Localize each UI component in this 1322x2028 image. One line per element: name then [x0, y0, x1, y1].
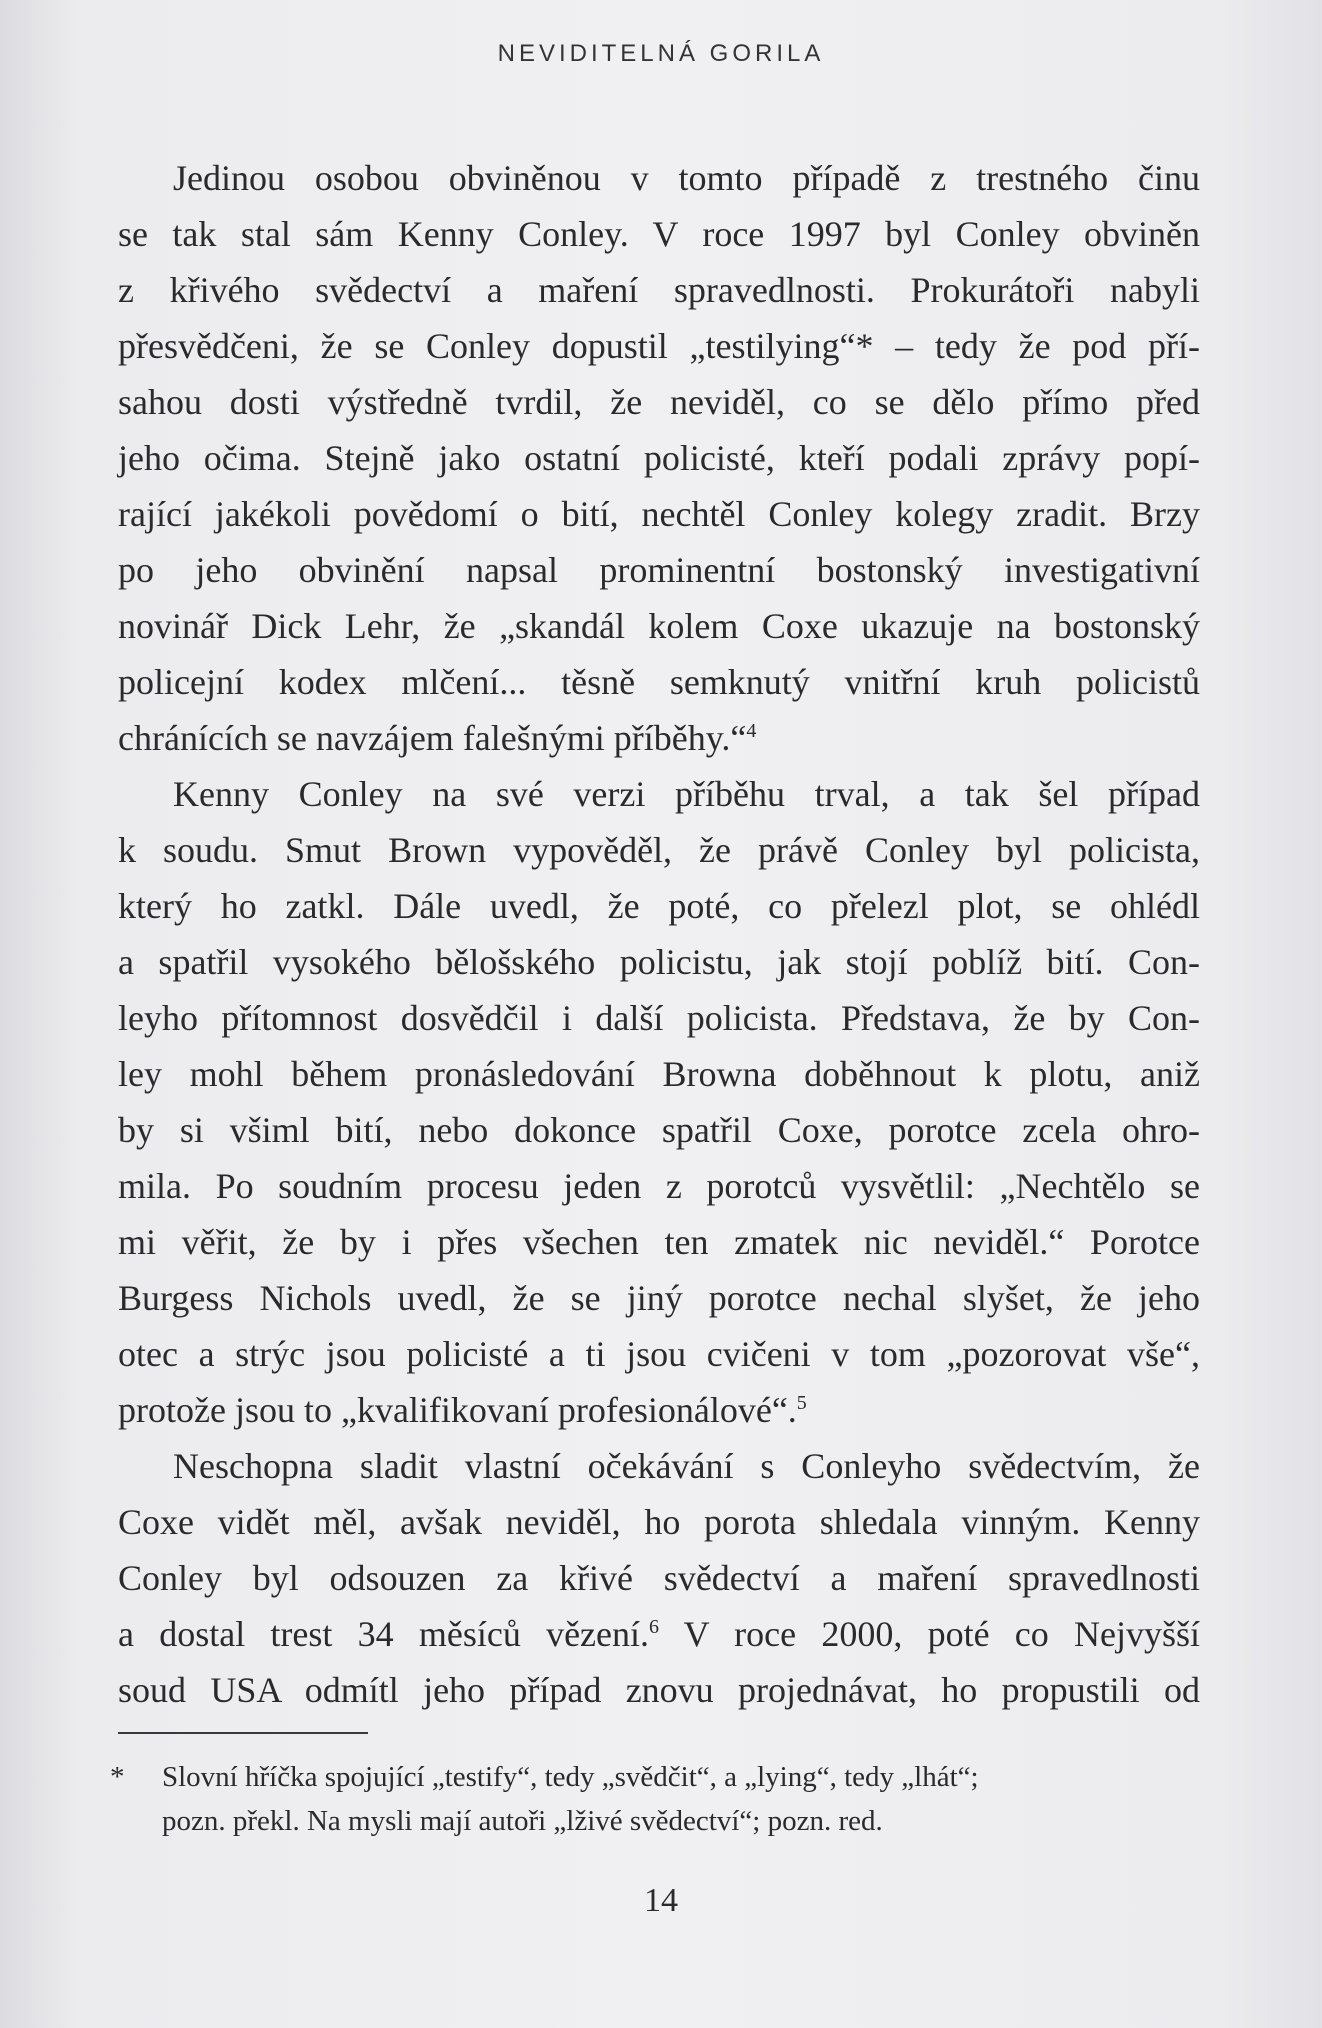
body-text: [118, 150, 1200, 1718]
text-line: soud USA odmítl jeho případ znovu projednávat, ho propustili od: [118, 1670, 1200, 1710]
paragraph-3: [118, 1438, 1200, 1718]
footnote-reference: 5: [796, 1392, 807, 1414]
text-line: Kenny Conley na své verzi příběhu trval, a tak šel případ: [173, 774, 1200, 814]
text-line: [118, 1382, 1200, 1438]
running-head: NEVIDITELNÁ GORILA: [497, 40, 825, 67]
footnote-reference: 4: [746, 720, 757, 742]
footnote-text: Slovní hříčka spojující „testify“, tedy „svědčit“, a „lying“, tedy „lhát“;: [162, 1761, 979, 1793]
text-fragment: chránících se navzájem falešnými příběhy.“: [118, 718, 747, 758]
text-line: leyho přítomnost dosvědčil i další policista. Představa, že by Con-: [118, 998, 1200, 1038]
paragraph-1: [118, 150, 1200, 766]
text-line: ley mohl během pronásledování Browna doběhnout k plotu, aniž: [118, 1054, 1200, 1094]
text-line: Conley byl odsouzen za křivé svědectví a maření spravedlnosti: [118, 1558, 1200, 1598]
text-line: sahou dosti výstředně tvrdil, že neviděl, co se dělo přímo před: [118, 382, 1200, 422]
text-line: z křivého svědectví a maření spravedlnosti. Prokurátoři nabyli: [118, 270, 1200, 310]
text-line: [118, 1606, 1200, 1662]
text-line: a spatřil vysokého bělošského policistu, jak stojí poblíž bití. Con-: [118, 942, 1200, 982]
footnote-marker: *: [110, 1761, 125, 1793]
text-line: který ho zatkl. Dále uvedl, že poté, co přelezl plot, se ohlédl: [118, 886, 1200, 926]
text-line: přesvědčeni, že se Conley dopustil „testilying“* – tedy že pod pří-: [118, 326, 1200, 366]
text-line: novinář Dick Lehr, že „skandál kolem Coxe ukazuje na bostonský: [118, 606, 1200, 646]
text-line: policejní kodex mlčení... těsně semknutý vnitřní kruh policistů: [118, 662, 1200, 702]
footnote-reference: 6: [649, 1616, 660, 1638]
text-line: otec a strýc jsou policisté a ti jsou cvičeni v tom „pozorovat vše“,: [118, 1334, 1200, 1374]
text-line: by si všiml bití, nebo dokonce spatřil Coxe, porotce zcela ohro-: [118, 1110, 1200, 1150]
paragraph-2: [118, 766, 1200, 1438]
text-line: mila. Po soudním procesu jeden z porotců vysvětlil: „Nechtělo se: [118, 1166, 1200, 1206]
text-line: mi věřit, že by i přes všechen ten zmatek nic neviděl.“ Porotce: [118, 1222, 1200, 1262]
text-line: k soudu. Smut Brown vypověděl, že právě Conley byl policista,: [118, 830, 1200, 870]
page-number: 14: [644, 1882, 678, 1919]
text-line: Jedinou osobou obviněnou v tomto případě z trestného činu: [173, 158, 1200, 198]
text-fragment: V roce 2000, poté co Nejvyšší: [659, 1614, 1200, 1654]
text-line: rající jakékoli povědomí o bití, nechtěl Conley kolegy zradit. Brzy: [118, 494, 1200, 534]
text-line: jeho očima. Stejně jako ostatní policisté, kteří podali zprávy popí-: [118, 438, 1200, 478]
text-line: Burgess Nichols uvedl, že se jiný porotce nechal slyšet, že jeho: [118, 1278, 1200, 1318]
footnote-line: [110, 1755, 1190, 1799]
text-line: Coxe vidět měl, avšak neviděl, ho porota shledala vinným. Kenny: [118, 1502, 1200, 1542]
text-line: Neschopna sladit vlastní očekávání s Conleyho svědectvím, že: [173, 1446, 1200, 1486]
footnote-line: pozn. překl. Na mysli mají autoři „lživé svědectví“; pozn. red.: [162, 1805, 883, 1837]
footnote-rule: [118, 1732, 368, 1734]
text-line: se tak stal sám Kenny Conley. V roce 1997 byl Conley obviněn: [118, 214, 1200, 254]
text-line: [118, 710, 1200, 766]
footnote: [110, 1755, 1190, 1843]
text-fragment: protože jsou to „kvalifikovaní profesionálové“.: [118, 1390, 797, 1430]
text-line: po jeho obvinění napsal prominentní bostonský investigativní: [118, 550, 1200, 590]
text-fragment: a dostal trest 34 měsíců vězení.: [118, 1614, 650, 1654]
